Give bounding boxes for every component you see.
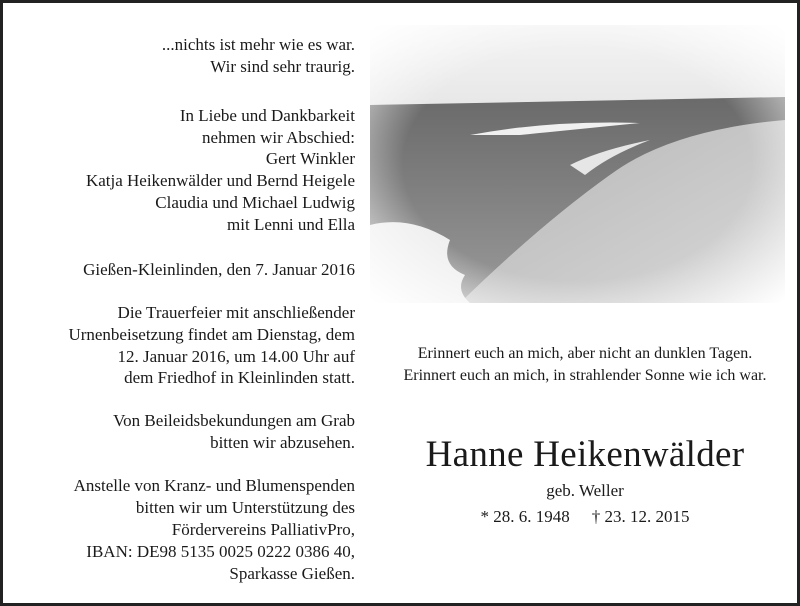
donations-line: Anstelle von Kranz- und Blumenspenden (73, 476, 355, 495)
mourners-line: mit Lenni und Ella (227, 215, 355, 234)
funeral-line: 12. Januar 2016, um 14.00 Uhr auf (117, 347, 355, 366)
donations-line: Sparkasse Gießen. (229, 564, 355, 583)
quote-line: Erinnert euch an mich, aber nicht an dunklen Tagen. (417, 345, 753, 362)
maiden-name: geb. Weller (546, 481, 624, 500)
condolences-line: Von Beileidsbekundungen am Grab (113, 411, 355, 430)
quote-line: Erinnert euch an mich, in strahlender Sonne wie ich war. (403, 367, 767, 384)
donations-line: bitten wir um Unterstützung des (135, 498, 355, 517)
life-dates (370, 506, 800, 528)
funeral-line: Urnenbeisetzung findet am Dienstag, dem (68, 325, 355, 344)
condolences-line: bitten wir abzusehen. (210, 433, 355, 452)
intro-line: ...nichts ist mehr wie es war. (161, 35, 355, 54)
mourners-line: Katja Heikenwälder und Bernd Heigele (85, 171, 355, 190)
donations-line: Fördervereins PalliativPro, (171, 520, 355, 539)
death-date: † 23. 12. 2015 (591, 507, 690, 526)
funeral-line: dem Friedhof in Kleinlinden statt. (124, 368, 355, 387)
place-date: Gießen-Kleinlinden, den 7. Januar 2016 (83, 260, 355, 279)
intro-line: Wir sind sehr traurig. (210, 57, 355, 76)
mourners-line: Claudia und Michael Ludwig (155, 193, 355, 212)
mourners-line: nehmen wir Abschied: (202, 128, 355, 147)
funeral-line: Die Trauerfeier mit anschließender (117, 303, 355, 322)
birth-date: * 28. 6. 1948 (480, 507, 570, 526)
mourners-line: In Liebe und Dankbarkeit (179, 106, 355, 125)
mourners-line: Gert Winkler (265, 149, 355, 168)
beach-photo (370, 25, 785, 303)
deceased-name: Hanne Heikenwälder (425, 434, 745, 475)
donations-line: IBAN: DE98 5135 0025 0222 0386 40, (86, 542, 355, 561)
